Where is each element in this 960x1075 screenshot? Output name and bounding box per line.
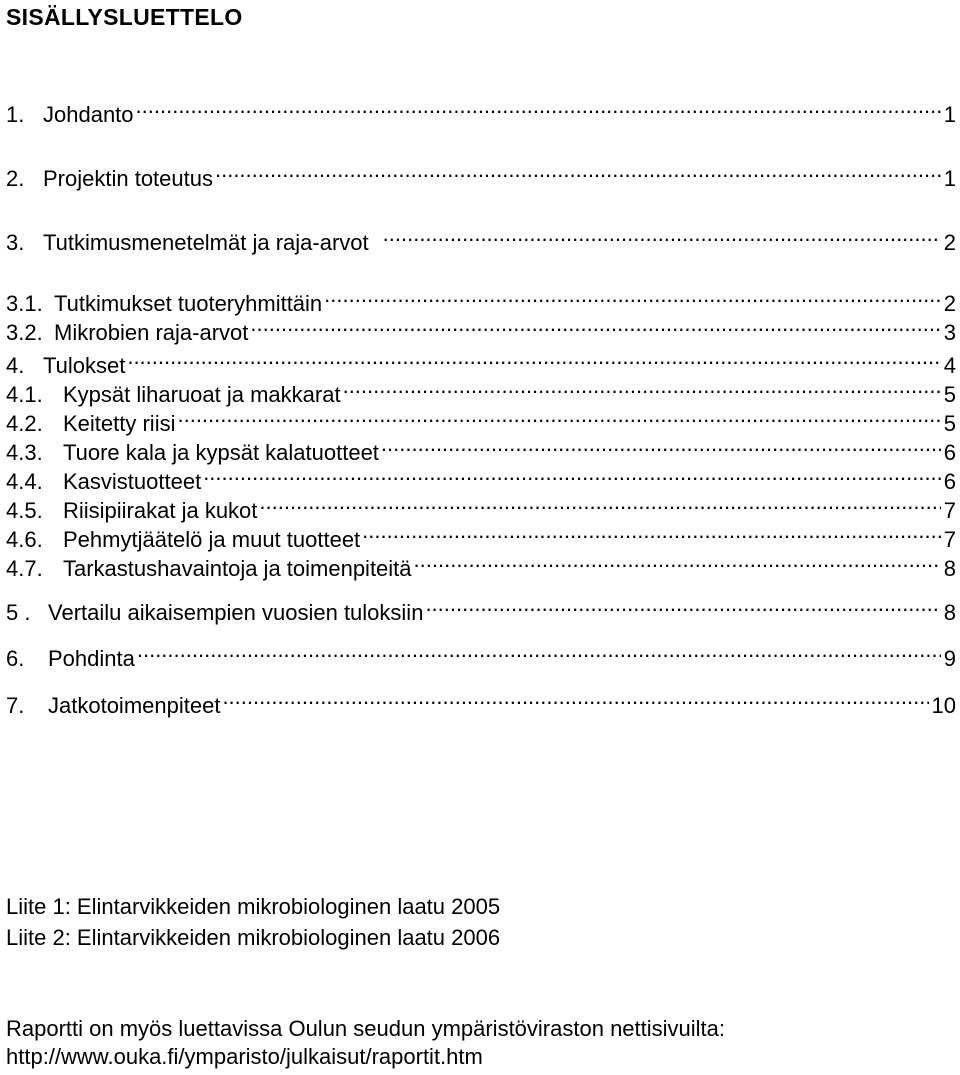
toc-entry[interactable] — [6, 490, 956, 523]
toc-entry[interactable] — [6, 685, 956, 718]
toc-entry-number: 2. — [6, 166, 25, 191]
toc-entry-number: 4.1. — [6, 382, 43, 407]
toc-entry[interactable] — [6, 461, 956, 494]
toc-entry-page: 8 — [943, 600, 956, 625]
toc-dot-leader — [324, 283, 941, 311]
toc-dot-leader — [203, 461, 941, 489]
toc-entry[interactable] — [6, 345, 956, 378]
toc-entry-page: 7 — [943, 527, 956, 552]
toc-entry-title: Kypsät liharuoat ja makkarat — [63, 382, 341, 407]
toc-entry-number: 4. — [6, 353, 25, 378]
toc-dot-leader — [425, 592, 940, 620]
toc-entry-number: 4.3. — [6, 440, 43, 465]
toc-entry-page: 5 — [943, 411, 956, 436]
toc-entry-number: 4.5. — [6, 498, 43, 523]
appendix-line: Liite 2: Elintarvikkeiden mikrobiologinen laatu 2006 — [6, 925, 501, 950]
toc-entry[interactable] — [6, 638, 956, 671]
toc-entry-page: 1 — [943, 166, 956, 191]
toc-entry[interactable] — [6, 374, 956, 407]
toc-dot-leader — [414, 548, 941, 576]
toc-entry-number: 4.7. — [6, 556, 43, 581]
toc-dot-leader — [343, 374, 941, 402]
toc-entry-number: 4.6. — [6, 527, 43, 552]
toc-entry-title: Vertailu aikaisempien vuosien tuloksiin — [48, 600, 424, 625]
toc-entry-title: Keitetty riisi — [63, 411, 176, 436]
toc-entry-number: 1. — [6, 102, 25, 127]
toc-dot-leader — [127, 345, 940, 373]
toc-entry-page: 8 — [943, 556, 956, 581]
toc-entry-title: Jatkotoimenpiteet — [48, 693, 221, 718]
toc-entry-title: Tutkimusmenetelmät ja raja-arvot — [43, 230, 369, 255]
toc-entry-page: 2 — [943, 291, 956, 316]
toc-entry-number: 3.1. — [6, 291, 43, 316]
toc-entry[interactable] — [6, 403, 956, 436]
toc-entry-number: 3. — [6, 230, 25, 255]
toc-entry-title: Tutkimukset tuoteryhmittäin — [54, 291, 323, 316]
toc-entry-page: 5 — [943, 382, 956, 407]
toc-dot-leader — [177, 403, 940, 431]
toc-entry[interactable] — [6, 519, 956, 552]
toc-entry-title: Tarkastushavaintoja ja toimenpiteitä — [63, 556, 412, 581]
toc-dot-leader — [222, 685, 928, 713]
toc-entry-page: 4 — [943, 353, 956, 378]
page-title: SISÄLLYSLUETTELO — [6, 4, 243, 30]
toc-entry-number: 4.2. — [6, 411, 43, 436]
toc-entry-title: Pohdinta — [48, 646, 135, 671]
toc-entry[interactable] — [6, 158, 956, 191]
toc-entry-number: 4.4. — [6, 469, 43, 494]
toc-entry[interactable] — [6, 94, 956, 127]
toc-entry-title: Pehmytjäätelö ja muut tuotteet — [63, 527, 361, 552]
toc-entry-title: Kasvistuotteet — [63, 469, 202, 494]
toc-entry-page: 2 — [943, 230, 956, 255]
toc-dot-leader — [362, 519, 941, 547]
toc-dot-leader — [383, 222, 941, 250]
toc-entry[interactable] — [6, 222, 956, 255]
toc-dot-leader — [137, 638, 941, 666]
toc-entry-page: 9 — [943, 646, 956, 671]
toc-entry-title: Projektin toteutus — [43, 166, 213, 191]
toc-entry-title: Mikrobien raja-arvot — [54, 320, 249, 345]
toc-entry[interactable] — [6, 312, 956, 345]
toc-entry[interactable] — [6, 432, 956, 465]
toc-entry[interactable] — [6, 548, 956, 581]
toc-entry-number: 7. — [6, 693, 25, 718]
toc-dot-leader — [215, 158, 941, 186]
appendix-line: Liite 1: Elintarvikkeiden mikrobiologinen laatu 2005 — [6, 894, 501, 919]
toc-entry-page: 3 — [943, 320, 956, 345]
toc-entry[interactable] — [6, 592, 956, 625]
toc-entry-number: 3.2. — [6, 320, 43, 345]
toc-dot-leader — [136, 94, 941, 122]
toc-entry-title: Johdanto — [43, 102, 134, 127]
toc-entry-page: 7 — [943, 498, 956, 523]
toc-dot-leader — [259, 490, 940, 518]
toc-entry-page: 6 — [943, 440, 956, 465]
toc-entry-page: 10 — [931, 693, 956, 718]
toc-entry-page: 6 — [943, 469, 956, 494]
toc-dot-leader — [250, 312, 940, 340]
toc-entry-title: Tulokset — [43, 353, 126, 378]
report-availability-note: Raportti on myös luettavissa Oulun seudun ympäristöviraston nettisivuilta: — [6, 1016, 726, 1041]
toc-entry-number: 5 . — [6, 600, 31, 625]
toc-entry[interactable] — [6, 283, 956, 316]
toc-entry-page: 1 — [943, 102, 956, 127]
toc-dot-leader — [381, 432, 941, 460]
toc-entry-title: Riisipiirakat ja kukot — [63, 498, 258, 523]
toc-entry-title: Tuore kala ja kypsät kalatuotteet — [63, 440, 379, 465]
report-url-link[interactable]: http://www.ouka.fi/ymparisto/julkaisut/raportit.htm — [6, 1044, 483, 1069]
toc-entry-number: 6. — [6, 646, 25, 671]
